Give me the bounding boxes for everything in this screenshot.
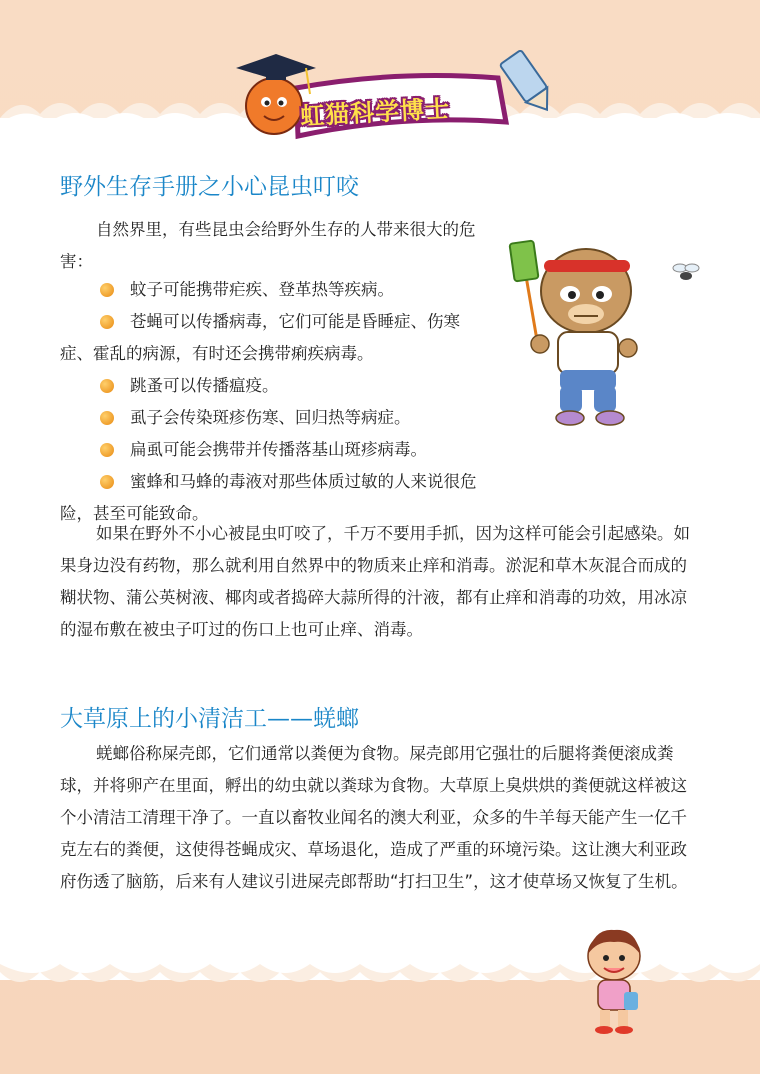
- list-item: 蜜蜂和马蜂的毒液对那些体质过敏的人来说很危险，甚至可能致命。: [60, 472, 477, 523]
- fly-icon: [673, 264, 699, 280]
- bullet-dot-icon: [100, 475, 114, 489]
- bullet-dot-icon: [100, 379, 114, 393]
- bullet-dot-icon: [100, 315, 114, 329]
- section2-body: 蜣螂俗称屎壳郎，它们通常以粪便为食物。屎壳郎用它强壮的后腿将粪便滚成粪球，并将卵产在里面，孵出的幼虫就以粪球为食物。大草原上臭烘烘的粪便就这样被这个小清洁工清理干净了。一直以畜牧业闻名的澳大利亚，众多的牛羊每天能产生一亿千克左右的粪便，这使得苍蝇成灾、草场退化，造成了严重的环境污染。这让澳大利亚政府伤透了脑筋，后来有人建议引进屎壳郎帮助“打扫卫生”，这才使草场又恢复了生机。: [60, 744, 688, 891]
- list-item: 虱子会传染斑疹伤寒、回归热等病症。: [60, 402, 490, 434]
- insect-bullet-list: [60, 274, 490, 530]
- bullet-dot-icon: [100, 443, 114, 457]
- section1-heading: 野外生存手册之小心昆虫叮咬: [60, 174, 359, 200]
- list-item: 苍蝇可以传播病毒，它们可能是昏睡症、伤寒症、霍乱的病源，有时还会携带痢疾病毒。: [60, 312, 460, 363]
- list-item: 跳蚤可以传播瘟疫。: [60, 370, 490, 402]
- bullet-dot-icon: [100, 411, 114, 425]
- section1-intro: 自然界里，有些昆虫会给野外生存的人带来很大的危害：: [60, 220, 476, 271]
- section2-heading: 大草原上的小清洁工——蜣螂: [60, 706, 359, 732]
- section1-advice: 如果在野外不小心被昆虫叮咬了，千万不要用手抓，因为这样可能会引起感染。如果身边没有药物，那么就利用自然界中的物质来止痒和消毒。淤泥和草木灰混合而成的糊状物、蒲公英树液、椰肉或者捣碎大蒜所得的汁液，都有止痒和消毒的功效，用冰凉的湿布敷在被虫子叮过的伤口上也可止痒、消毒。: [60, 524, 690, 639]
- list-item: 蚊子可能携带疟疾、登革热等疾病。: [60, 274, 490, 306]
- list-item: 扁虱可能会携带并传播落基山斑疹病毒。: [60, 434, 490, 466]
- girl-mascot-icon: [574, 926, 654, 1036]
- badge-title: 虹猫科学博士: [299, 94, 451, 131]
- dog-with-flyswatter-icon: [506, 236, 706, 436]
- bullet-dot-icon: [100, 283, 114, 297]
